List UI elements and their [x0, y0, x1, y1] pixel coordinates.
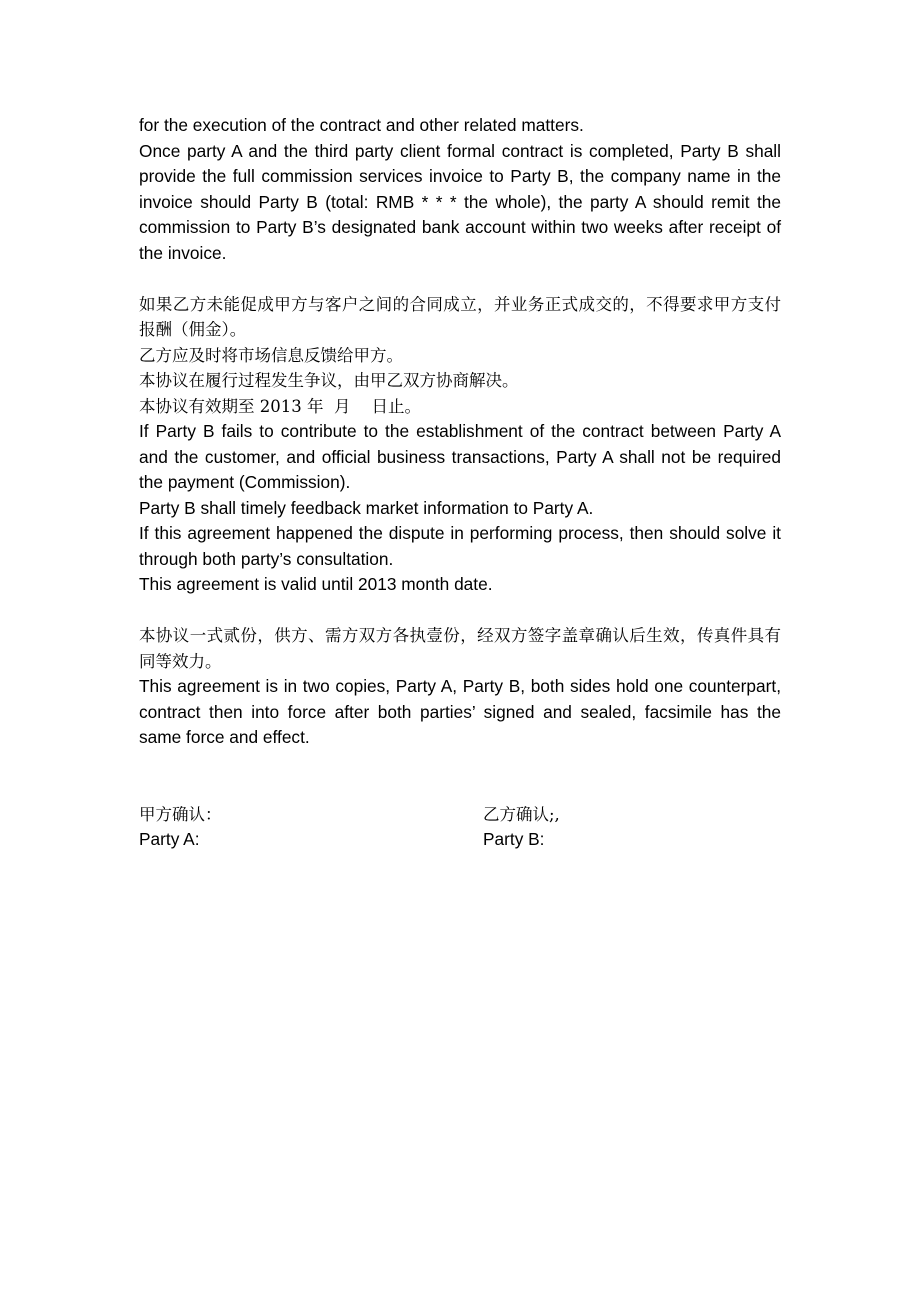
paragraph-zh-market-feedback: 乙方应及时将市场信息反馈给甲方。	[139, 345, 403, 365]
party-b-confirm-zh: 乙方确认;,	[483, 804, 560, 824]
paragraph-en-validity: This agreement is valid until 2013 month date.	[139, 574, 493, 594]
paragraph-en-market-feedback: Party B shall timely feedback market information to Party A.	[139, 497, 594, 518]
paragraph-zh-copies: 本协议一式贰份，供方、需方双方各执壹份，经双方签字盖章确认后生效，传真件具有同等效力。	[139, 626, 781, 671]
paragraph-gap	[139, 266, 781, 292]
paragraph-en-no-commission: If Party B fails to contribute to the establishment of the contract between Party A and the customer, and official business transactions, Party A shall not be required the payment (Commission).	[139, 421, 801, 492]
paragraph-en-dispute: If this agreement happened the dispute in performing process, then should solve it through both party’s consultation.	[139, 523, 781, 569]
party-a-label: Party A:	[139, 829, 200, 849]
party-a-confirm-zh: 甲方确认：	[139, 804, 222, 824]
document-page	[139, 113, 801, 853]
paragraph-zh-no-commission: 如果乙方未能促成甲方与客户之间的合同成立，并业务正式成交的，不得要求甲方支付报酬（佣金）。	[139, 294, 781, 339]
signature-row-zh	[139, 802, 781, 828]
paragraph-en-copies: This agreement is in two copies, Party A, Party B, both sides hold one counterpart, contract then into force after both parties’ signed and sealed, facsimile has the same force and effect.	[139, 676, 781, 747]
paragraph-zh-validity: 本协议有效期至 2013 年 月 日止。	[139, 396, 421, 416]
paragraph-zh-dispute: 本协议在履行过程发生争议，由甲乙双方协商解决。	[139, 371, 519, 390]
paragraph-execution: for the execution of the contract and other related matters.	[139, 115, 584, 135]
party-b-label: Party B:	[483, 829, 545, 849]
paragraph-gap	[139, 598, 781, 624]
paragraph-commission-invoice: Once party A and the third party client formal contract is completed, Party B shall provide the full commission services invoice to Party B, the company name in the invoice should Party B (total: RMB * * * the whole), the party A should remit the commission to Party B’s designated bank account within two weeks after receipt of the invoice.	[139, 140, 781, 263]
signature-row-en	[139, 827, 781, 853]
signature-gap	[139, 751, 781, 802]
